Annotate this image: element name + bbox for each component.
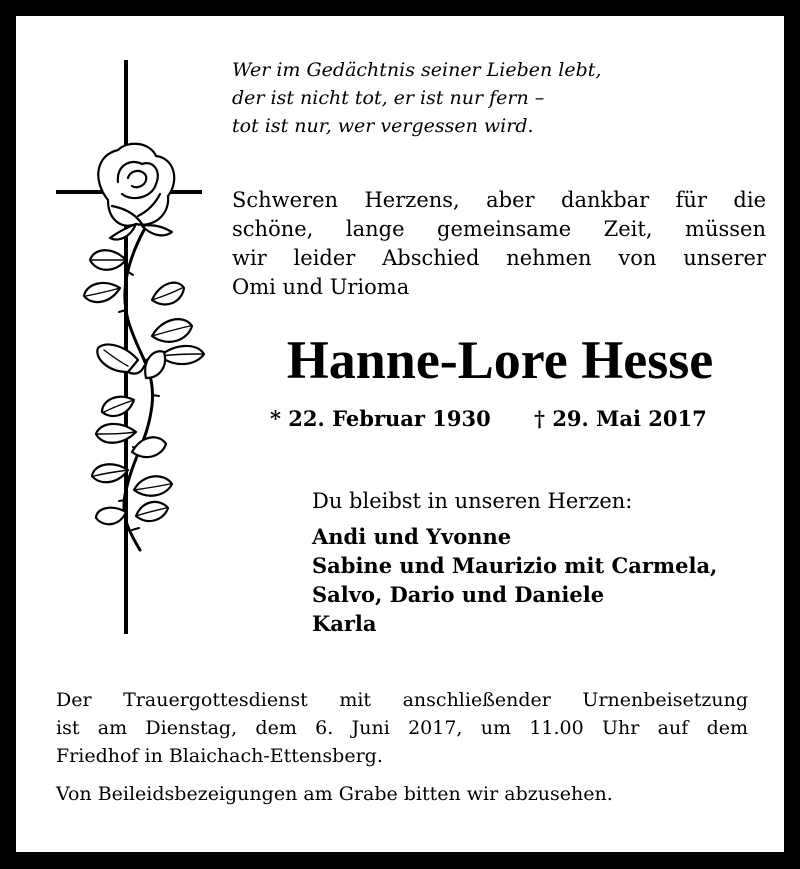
obituary-card	[16, 16, 784, 852]
intro-line: Schweren Herzens, aber dankbar für die	[232, 188, 766, 212]
quote-line: der ist nicht tot, er ist nur fern –	[232, 87, 545, 109]
rose-icon	[84, 144, 204, 550]
mourners-intro: Du bleibst in unseren Herzen:	[312, 489, 633, 513]
service-line: Friedhof in Blaichach-Ettensberg.	[56, 745, 383, 767]
intro-line: Omi und Urioma	[232, 275, 410, 299]
service-line: ist am Dienstag, dem 6. Juni 2017, um 11.00 Uhr auf dem	[56, 717, 748, 739]
mourner-line: Karla	[312, 611, 377, 636]
mourner-line: Salvo, Dario und Daniele	[312, 582, 605, 607]
quote-line: Wer im Gedächtnis seiner Lieben lebt,	[232, 59, 602, 81]
life-dates	[270, 404, 707, 434]
mourners-list	[312, 522, 717, 638]
mourner-line: Andi und Yvonne	[312, 524, 512, 549]
cross-with-rose-icon	[56, 60, 226, 660]
quote-line: tot ist nur, wer vergessen wird.	[232, 115, 534, 137]
birth-date: * 22. Februar 1930	[270, 406, 491, 431]
service-line: Der Trauergottesdienst mit anschließender Urnenbeisetzung	[56, 689, 748, 711]
intro-line: wir leider Abschied nehmen von unserer	[232, 246, 766, 270]
deceased-name: Hanne-Lore Hesse	[286, 330, 714, 390]
memorial-quote	[232, 56, 601, 140]
condolence-note: Von Beileidsbezeigungen am Grabe bitten wir abzusehen.	[56, 783, 613, 805]
intro-text	[232, 186, 766, 302]
death-date: † 29. Mai 2017	[534, 406, 707, 431]
mourner-line: Sabine und Maurizio mit Carmela,	[312, 553, 718, 578]
funeral-service-info	[56, 686, 748, 770]
intro-line: schöne, lange gemeinsame Zeit, müssen	[232, 217, 766, 241]
